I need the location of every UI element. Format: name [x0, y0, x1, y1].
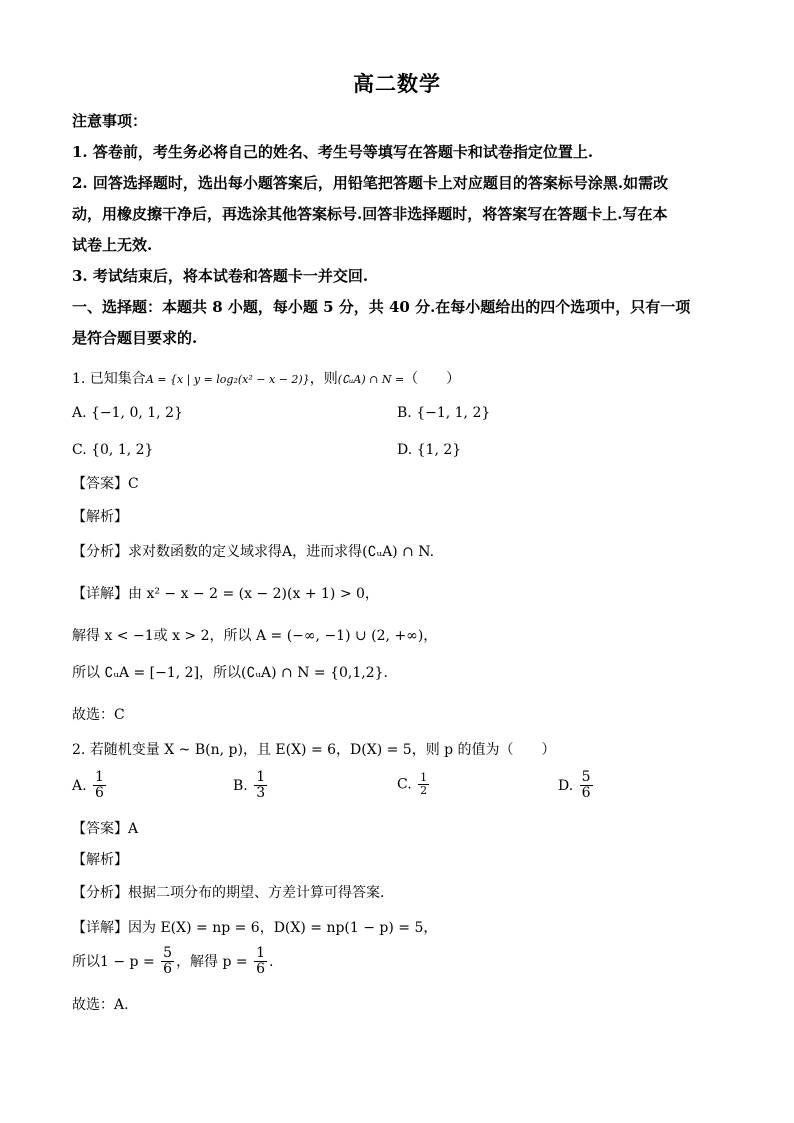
q1-option-d: D. {1, 2}: [397, 442, 462, 458]
fraction-numerator: 1: [256, 945, 266, 961]
page-title: 高二数学: [353, 71, 441, 96]
q1-set-expression: A = {x | y = log₂(x² − x − 2)}: [145, 373, 310, 386]
q1-solve: 解得 x < −1或 x > 2，所以 A = (−∞, −1) ∪ (2, +∞)，: [72, 628, 438, 644]
q2-option-d: [558, 770, 595, 802]
fraction-denominator: 3: [256, 785, 266, 802]
q2-conclusion: [72, 946, 273, 978]
fraction-numerator: 1: [95, 769, 104, 785]
q2-conclusion-fraction-2: [254, 946, 267, 978]
q2-option-b: [233, 770, 269, 802]
q1-option-c: C. {0, 1, 2}: [72, 442, 154, 458]
q1-choose: 故选：C: [72, 707, 125, 723]
fraction-denominator: 6: [95, 785, 104, 802]
fraction-numerator: 1: [420, 771, 428, 784]
q2-option-b-fraction: [254, 770, 267, 802]
q2-analysis-label: 【解析】: [72, 852, 128, 868]
q2-option-a: [72, 770, 108, 802]
fraction-denominator: 6: [163, 961, 173, 978]
fraction-numerator: 5: [163, 945, 173, 961]
q1-option-b: B. {−1, 1, 2}: [397, 405, 491, 421]
q1-stem: [72, 368, 460, 388]
notice-heading: 注意事项：: [72, 112, 148, 130]
section-1-heading-line-1: 一、选择题：本题共 8 小题，每小题 5 分，共 40 分.在每小题给出的四个选项中，只有一项: [72, 298, 691, 316]
fraction-denominator: 6: [581, 785, 591, 802]
notice-item-2-line-2: 动，用橡皮擦干净后，再选涂其他答案标号.回答非选择题时，将答案写在答题卡上.写在本: [72, 205, 668, 223]
q2-stem: 2. 若随机变量 X ~ B(n, p)，且 E(X) = 6，D(X) = 5，则 p 的值为（ ）: [72, 742, 556, 758]
q1-fenxi: 【分析】求对数函数的定义域求得A，进而求得(∁ᵤA) ∩ N.: [72, 544, 435, 560]
notice-item-3: 3. 考试结束后，将本试卷和答题卡一并交回.: [72, 267, 369, 285]
fraction-denominator: 6: [256, 961, 266, 978]
q2-conclusion-fraction-1: [161, 946, 174, 978]
q2-option-c: [397, 772, 431, 797]
q2-conclusion-a: 所以1 − p =: [72, 953, 155, 970]
q2-choose: 故选：A.: [72, 997, 129, 1013]
q2-detail: 【详解】因为 E(X) = np = 6，D(X) = np(1 − p) = 5，: [72, 920, 438, 936]
q2-option-c-fraction: [418, 772, 429, 797]
q1-paren: （ ）: [404, 371, 461, 387]
q2-option-a-fraction: [93, 770, 106, 802]
q2-option-d-fraction: [580, 770, 593, 802]
fraction-numerator: 1: [256, 769, 266, 785]
q2-option-a-label: A.: [72, 777, 87, 794]
q2-fenxi: 【分析】根据二项分布的期望、方差计算可得答案.: [72, 885, 385, 901]
q2-conclusion-b: ，解得 p =: [176, 953, 248, 970]
q1-option-a: A. {−1, 0, 1, 2}: [72, 405, 183, 421]
section-1-heading-line-2: 是符合题目要求的.: [72, 329, 198, 347]
q1-detail: 【详解】由 x² − x − 2 = (x − 2)(x + 1) > 0，: [72, 586, 379, 602]
notice-item-2-line-3: 试卷上无效.: [72, 236, 153, 254]
q1-stem-text-b: ，则: [309, 371, 338, 387]
q2-answer: 【答案】A: [72, 821, 139, 837]
q2-conclusion-end: .: [269, 953, 274, 970]
q2-option-b-label: B.: [233, 777, 248, 794]
notice-item-1: 1. 答卷前，考生务必将自己的姓名、考生号等填写在答题卡和试卷指定位置上.: [72, 143, 594, 161]
fraction-denominator: 2: [420, 784, 428, 798]
q1-stem-text-a: 1. 已知集合: [72, 371, 146, 387]
fraction-numerator: 5: [581, 769, 591, 785]
q2-option-c-label: C.: [397, 776, 412, 793]
q2-option-d-label: D.: [558, 777, 574, 794]
notice-item-2-line-1: 2. 回答选择题时，选出每小题答案后，用铅笔把答题卡上对应题目的答案标号涂黑.如需改: [72, 174, 669, 192]
q1-answer: 【答案】C: [72, 476, 139, 492]
q1-conclusion: 所以 ∁ᵤA = [−1, 2]，所以(∁ᵤA) ∩ N = {0,1,2}.: [72, 665, 388, 681]
q1-intersection-expression: (∁ᵤA) ∩ N =: [337, 373, 405, 386]
q1-analysis-label: 【解析】: [72, 509, 128, 525]
